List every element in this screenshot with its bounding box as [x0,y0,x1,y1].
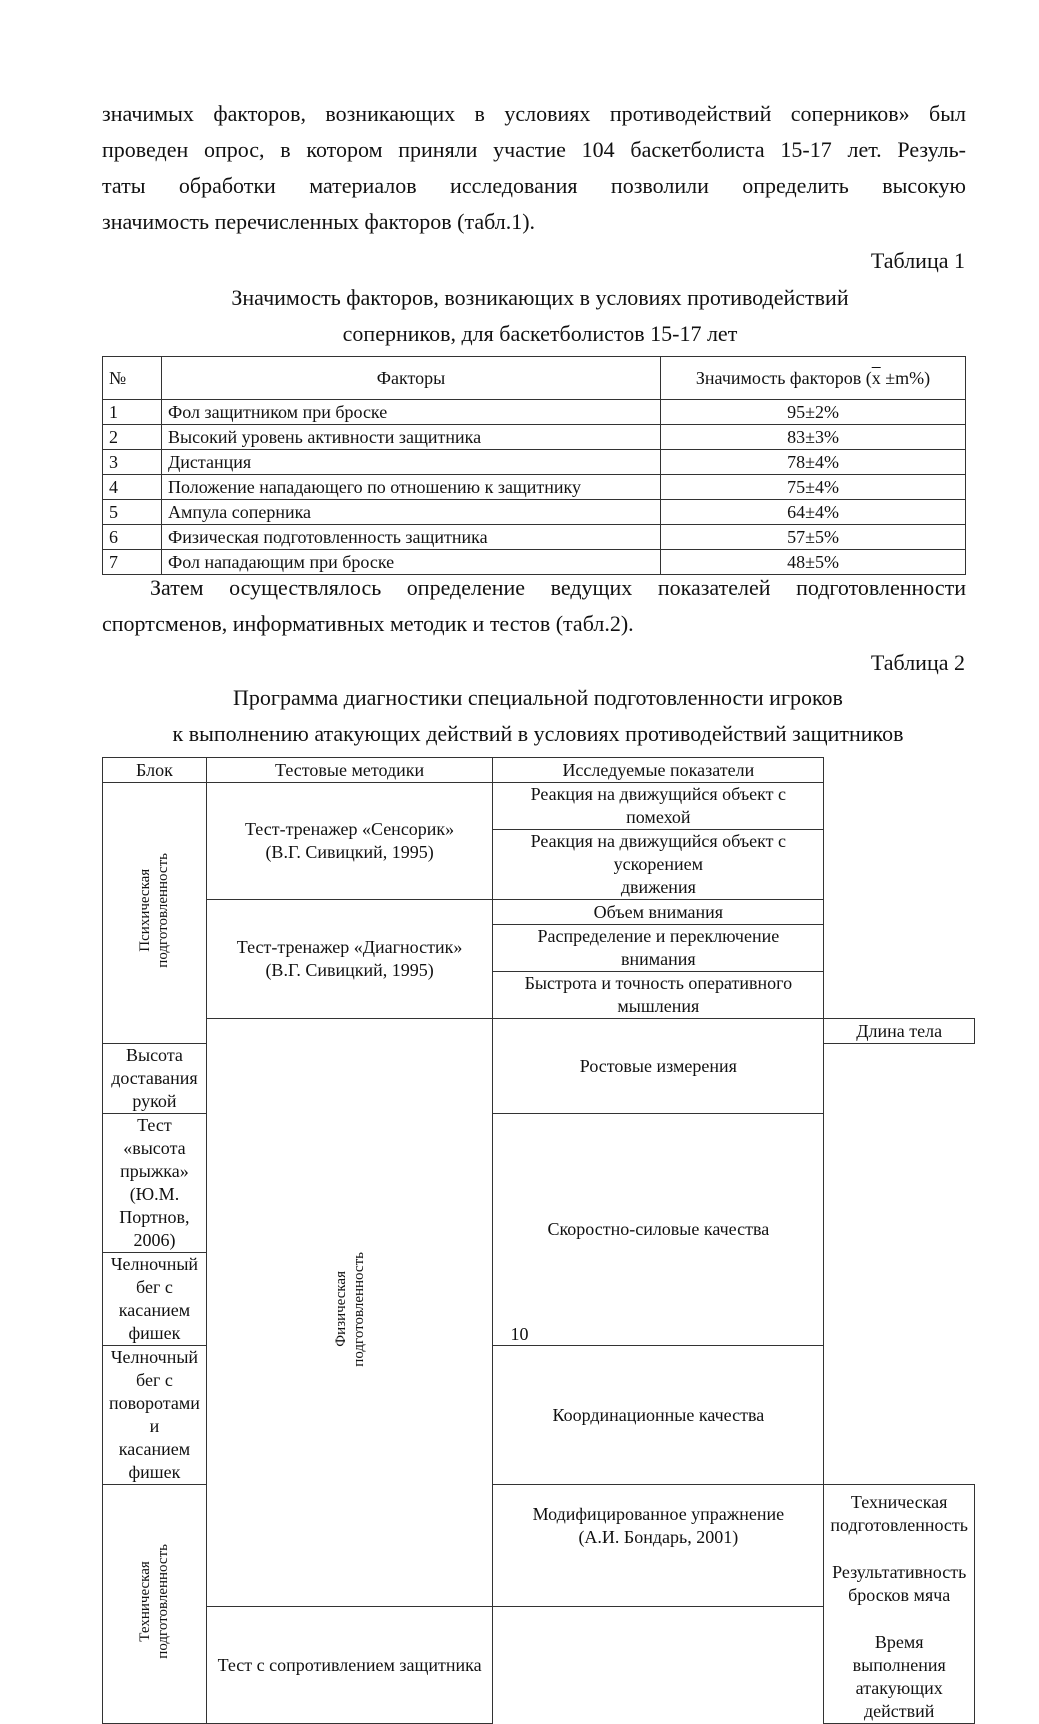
indicator-line: Реакция на движущийся объект с ускорением [530,831,787,874]
block-label: Психическая подготовленность [137,852,172,968]
caption-line: Значимость факторов, возникающих в условиях противодействий [231,285,849,310]
header-value-prefix: Значимость факторов ( [695,367,872,388]
row-value: 83±3% [661,425,966,450]
indicator-cell: Координационные качества [493,1346,824,1485]
row-factor: Фол нападающим при броске [162,550,661,575]
indicator-line: Техническая подготовленность [830,1492,969,1535]
indicator-line: Результативность бросков мяча [832,1562,967,1605]
row-num: 1 [103,400,162,425]
method-line: Челночный бег с поворотами и [109,1347,200,1436]
table-row [103,475,966,500]
row-num: 2 [103,425,162,450]
text-line: значимых факторов, возникающих в условиях противодействий соперников» был [102,101,966,126]
indicator-cell: Скоростно-силовые качества [493,1114,824,1346]
table-row [103,500,966,525]
indicator-cell: Быстрота и точность оперативного мышления [493,972,824,1019]
table-row [103,425,966,450]
block-physical [206,1019,492,1607]
text-line: спортсменов, информативных методик и тестов (табл.2). [102,611,634,636]
method-modified [493,1485,824,1607]
page-number: 10 [510,1324,529,1344]
method-line: Тест-тренажер «Диагностик» [236,937,463,957]
indicator-cell: Реакция на движущийся объект с помехой [493,783,824,830]
row-num: 7 [103,550,162,575]
method-line: (Ю.М. Портнов, 2006) [119,1184,190,1250]
table-row [103,900,975,925]
row-factor: Высокий уровень активности защитника [162,425,661,450]
text-line: Затем осуществлялось определение ведущих показателей подготовленности [150,575,966,600]
method-line: касанием фишек [118,1439,191,1482]
indicator-cell: Распределение и переключение внимания [493,925,824,972]
method-line: (В.Г. Сивицкий, 1995) [265,960,434,980]
row-num: 5 [103,500,162,525]
indicator-cell: Длина тела [824,1019,975,1044]
intro-paragraph [102,96,966,240]
row-value: 64±4% [661,500,966,525]
row-num: 4 [103,475,162,500]
table1-label: Таблица 1 [870,248,965,273]
table-header-row [103,758,975,783]
table-row [103,783,975,830]
block-label: Физическая подготовленность [332,1252,367,1368]
header-value-suffix: ±m%) [880,367,931,388]
row-value: 57±5% [661,525,966,550]
diagnostics-table [102,757,975,1724]
header-value [661,357,966,400]
mean-symbol: $\overline{x}$ [871,367,881,388]
text-line: таты обработки материалов исследования позволили определить высокую [102,173,966,198]
table-row [103,400,966,425]
header-factors: Факторы [162,357,661,400]
table-row [103,1019,975,1044]
method-line: Тест-тренажер «Сенсорик» [244,819,455,839]
indicator-line: движения [620,877,696,897]
text-line: значимость перечисленных факторов (табл.1). [102,209,536,234]
method-line: (В.Г. Сивицкий, 1995) [265,842,434,862]
header-block: Блок [103,758,207,783]
method-resistance: Тест с сопротивлением защитника [206,1607,492,1724]
table-row [103,525,966,550]
row-num: 3 [103,450,162,475]
block-technical [103,1485,207,1724]
header-methods: Тестовые методики [206,758,492,783]
row-value: 48±5% [661,550,966,575]
method-line: Модифицированное упражнение [532,1504,785,1524]
method-shuttle: Челночный бег с касанием фишек [103,1253,207,1346]
method-jump [103,1114,207,1253]
text-line: проведен опрос, в котором приняли участие 104 баскетболиста 15-17 лет. Резуль- [102,137,966,162]
row-num: 6 [103,525,162,550]
table2-caption [100,680,976,752]
block-label: Техническая подготовленность [137,1543,172,1659]
caption-line: Программа диагностики специальной подготовленности игроков [233,685,843,710]
method-line: Тест «высота прыжка» [120,1115,189,1181]
header-num: № [103,357,162,400]
indicator-cell: Высота доставания рукой [103,1044,207,1114]
row-factor: Фол защитником при броске [162,400,661,425]
row-factor: Ампула соперника [162,500,661,525]
indicator-line: Время выполнения атакующих действий [852,1632,946,1721]
table-header-row [103,357,966,400]
method-shuttle-turns [103,1346,207,1485]
factors-table [102,356,966,575]
row-value: 78±4% [661,450,966,475]
row-factor: Дистанция [162,450,661,475]
indicator-cell-technical [824,1485,975,1724]
method-growth: Ростовые измерения [493,1019,824,1114]
caption-line: соперников, для баскетболистов 15-17 лет [342,321,738,346]
row-factor: Положение нападающего по отношению к защитнику [162,475,661,500]
row-value: 95±2% [661,400,966,425]
row-factor: Физическая подготовленность защитника [162,525,661,550]
table2-label: Таблица 2 [870,650,965,675]
row-value: 75±4% [661,475,966,500]
method-diagnostik [206,900,492,1019]
header-indicators: Исследуемые показатели [493,758,824,783]
table-row [103,450,966,475]
block-psychological [103,783,207,1044]
method-line: (А.И. Бондарь, 2001) [578,1527,739,1547]
indicator-cell: Объем внимания [493,900,824,925]
indicator-cell [493,830,824,900]
table1-caption [120,280,960,352]
caption-line: к выполнению атакующих действий в условиях противодействий защитников [172,721,904,746]
transition-paragraph [102,570,966,642]
method-sensorik [206,783,492,900]
